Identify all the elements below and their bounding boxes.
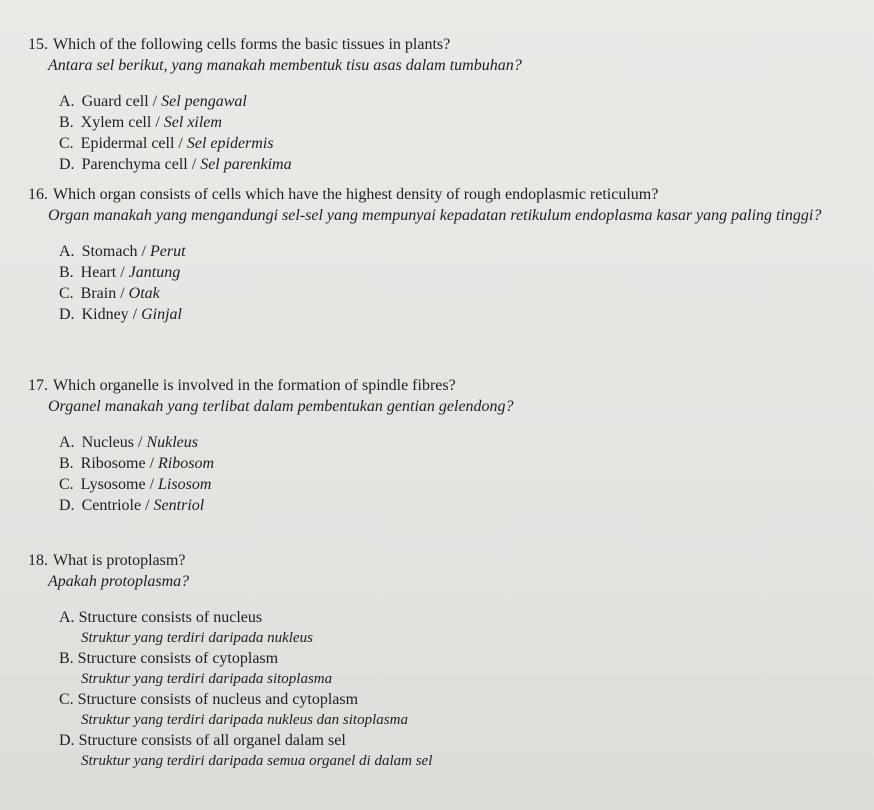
question-text-english: 16. Which organ consists of cells which have the highest density of rough endoplasmic reticulum? (28, 186, 659, 203)
question-text-english: 17. Which organelle is involved in the formation of spindle fibres? (28, 377, 456, 394)
question-text-malay: Apakah protoplasma? (48, 573, 190, 590)
option-b[interactable]: B. Ribosome / Ribosom (59, 455, 215, 472)
question-text-english: 15. Which of the following cells forms the basic tissues in plants? (28, 36, 451, 53)
question-number: 17. (28, 377, 48, 394)
option-a[interactable]: A. Structure consists of nucleus Struktur yang terdiri daripada nukleus (59, 609, 313, 646)
question-number: 15. (28, 36, 48, 53)
question-15 (28, 34, 848, 175)
option-a[interactable]: A. Guard cell / Sel pengawal (59, 93, 247, 110)
question-17 (28, 375, 848, 516)
options-list (28, 432, 848, 516)
option-c[interactable]: C. Structure consists of nucleus and cytoplasm Struktur yang terdiri daripada nukleus dan sitoplasma (59, 691, 408, 728)
question-number: 16. (28, 186, 48, 203)
options-list (28, 91, 848, 175)
option-d[interactable]: D. Kidney / Ginjal (59, 306, 182, 323)
option-a[interactable]: A. Nucleus / Nukleus (59, 434, 198, 451)
option-a[interactable]: A. Stomach / Perut (59, 243, 186, 260)
option-b[interactable]: B. Heart / Jantung (59, 264, 181, 281)
options-list (28, 607, 848, 771)
option-c[interactable]: C. Brain / Otak (59, 285, 160, 302)
option-d[interactable]: D. Structure consists of all organel dalam sel Struktur yang terdiri daripada semua organel di dalam sel (59, 732, 433, 769)
options-list (28, 241, 848, 325)
question-text-malay: Antara sel berikut, yang manakah membentuk tisu asas dalam tumbuhan? (48, 57, 522, 74)
option-b[interactable]: B. Structure consists of cytoplasm Struktur yang terdiri daripada sitoplasma (59, 650, 333, 687)
question-text-english: 18. What is protoplasm? (28, 552, 186, 569)
option-d[interactable]: D. Parenchyma cell / Sel parenkima (59, 156, 292, 173)
option-b[interactable]: B. Xylem cell / Sel xilem (59, 114, 222, 131)
question-number: 18. (28, 552, 48, 569)
option-d[interactable]: D. Centriole / Sentriol (59, 497, 205, 514)
question-18 (28, 550, 848, 771)
question-16 (28, 184, 848, 325)
question-text-malay: Organ manakah yang mengandungi sel-sel yang mempunyai kepadatan retikulum endoplasma kasar yang paling tinggi? (48, 207, 822, 224)
question-text-malay: Organel manakah yang terlibat dalam pembentukan gentian gelendong? (48, 398, 514, 415)
option-c[interactable]: C. Lysosome / Lisosom (59, 476, 212, 493)
option-c[interactable]: C. Epidermal cell / Sel epidermis (59, 135, 274, 152)
